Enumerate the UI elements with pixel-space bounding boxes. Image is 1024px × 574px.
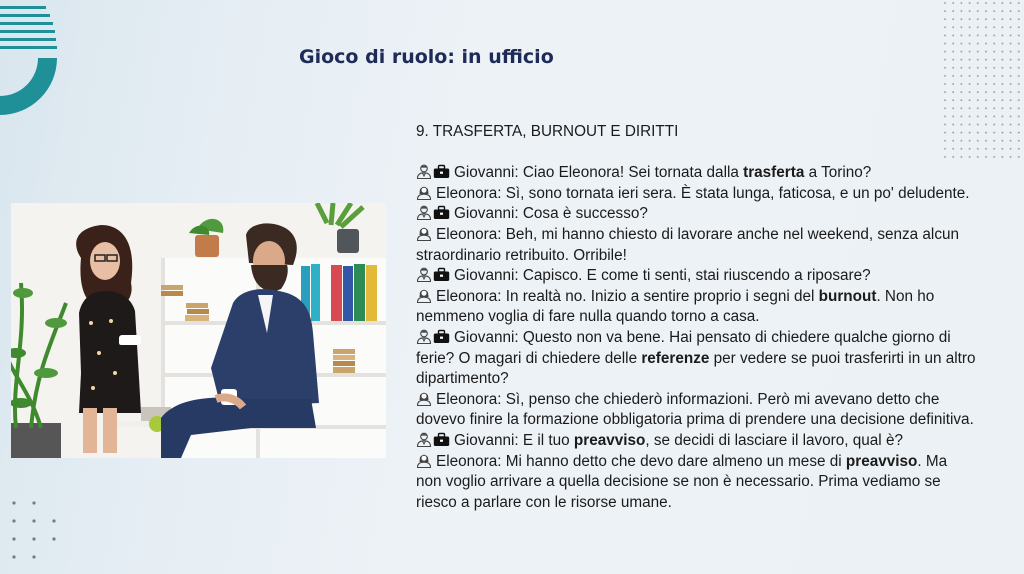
dialogue-text: Beh, mi hanno chiesto di lavorare anche nel weekend, senza alcun straordinario retribuito. Orribile! xyxy=(416,225,959,264)
speaker-name: Giovanni: xyxy=(454,205,519,223)
speaker-name: Giovanni: xyxy=(454,267,519,285)
woman-office-worker-icon xyxy=(416,391,432,406)
keyword-highlight: trasferta xyxy=(743,164,805,182)
dialogue-list xyxy=(416,163,976,513)
slide-title: Gioco di ruolo: in ufficio xyxy=(299,46,554,68)
man-technologist-icon xyxy=(416,164,432,179)
speaker-name: Eleonora: xyxy=(436,225,502,243)
keyword-highlight: preavviso xyxy=(573,431,646,449)
dialogue-text: E il tuo xyxy=(522,431,574,449)
woman-office-worker-icon xyxy=(416,185,432,200)
dialogue-line xyxy=(416,431,976,452)
dialogue-line xyxy=(416,328,976,390)
dialogue-text: Questo non va bene. Hai pensato di chiedere qualche giorno di ferie? O magari di chiedere delle xyxy=(416,328,951,367)
speaker-name: Giovanni: xyxy=(454,164,519,182)
dialogue-line xyxy=(416,225,976,266)
keyword-highlight: referenze xyxy=(641,349,710,367)
briefcase-icon xyxy=(433,329,450,344)
dialogue-text: Sì, sono tornata ieri sera. È stata lunga, faticosa, e un po' deludente. xyxy=(505,184,970,202)
man-technologist-icon xyxy=(416,267,432,282)
dialogue-text: Mi hanno detto che devo dare almeno un mese di xyxy=(505,452,846,470)
dialogue-line xyxy=(416,163,976,184)
speaker-name: Eleonora: xyxy=(436,184,502,202)
dialogue-text: Ciao Eleonora! Sei tornata dalla xyxy=(522,164,744,182)
section-heading: 9. TRASFERTA, BURNOUT E DIRITTI xyxy=(416,123,679,140)
speaker-name: Eleonora: xyxy=(436,287,502,305)
dialogue-text: a Torino? xyxy=(804,164,872,182)
dialogue-line xyxy=(416,452,976,514)
speaker-name: Giovanni: xyxy=(454,328,519,346)
office-photo xyxy=(11,203,386,458)
woman-office-worker-icon xyxy=(416,453,432,468)
keyword-highlight: burnout xyxy=(818,287,877,305)
dialogue-line xyxy=(416,204,976,225)
speaker-name: Eleonora: xyxy=(436,452,502,470)
woman-office-worker-icon xyxy=(416,288,432,303)
decorative-dot-grid-bottom-left xyxy=(0,496,70,574)
dialogue-line xyxy=(416,287,976,328)
man-technologist-icon xyxy=(416,205,432,220)
dialogue-text: Sì, penso che chiederò informazioni. Però mi avevano detto che dovevo finire la formazione obbligatoria prima di prendere una decisione definitiva. xyxy=(416,390,974,429)
dialogue-text: . Non ho nemmeno voglia di fare nulla quando torno a casa. xyxy=(416,287,935,326)
dialogue-panel xyxy=(416,122,976,513)
briefcase-icon xyxy=(433,164,450,179)
dialogue-text: , se decidi di lasciare il lavoro, qual è? xyxy=(645,431,903,449)
dialogue-text: Cosa è successo? xyxy=(522,205,648,223)
keyword-highlight: preavviso xyxy=(845,452,918,470)
briefcase-icon xyxy=(433,267,450,282)
woman-office-worker-icon xyxy=(416,226,432,241)
man-technologist-icon xyxy=(416,329,432,344)
briefcase-icon xyxy=(433,205,450,220)
speaker-name: Giovanni: xyxy=(454,431,519,449)
briefcase-icon xyxy=(433,432,450,447)
office-photo-illustration xyxy=(11,203,386,458)
dialogue-text: Capisco. E come ti senti, stai riuscendo a riposare? xyxy=(522,267,871,285)
dialogue-text: . Ma non voglio arrivare a quella decisione se non è necessario. Prima vediamo se riesco a parlare con le risorse umane. xyxy=(416,452,948,511)
dialogue-text: In realtà no. Inizio a sentire proprio i segni del xyxy=(505,287,819,305)
dialogue-line xyxy=(416,266,976,287)
dialogue-line xyxy=(416,390,976,431)
decorative-arc-logo xyxy=(0,0,62,120)
man-technologist-icon xyxy=(416,432,432,447)
speaker-name: Eleonora: xyxy=(436,390,502,408)
dialogue-line xyxy=(416,184,976,205)
dialogue-text: per vedere se puoi trasferirti in un altro dipartimento? xyxy=(416,349,976,388)
